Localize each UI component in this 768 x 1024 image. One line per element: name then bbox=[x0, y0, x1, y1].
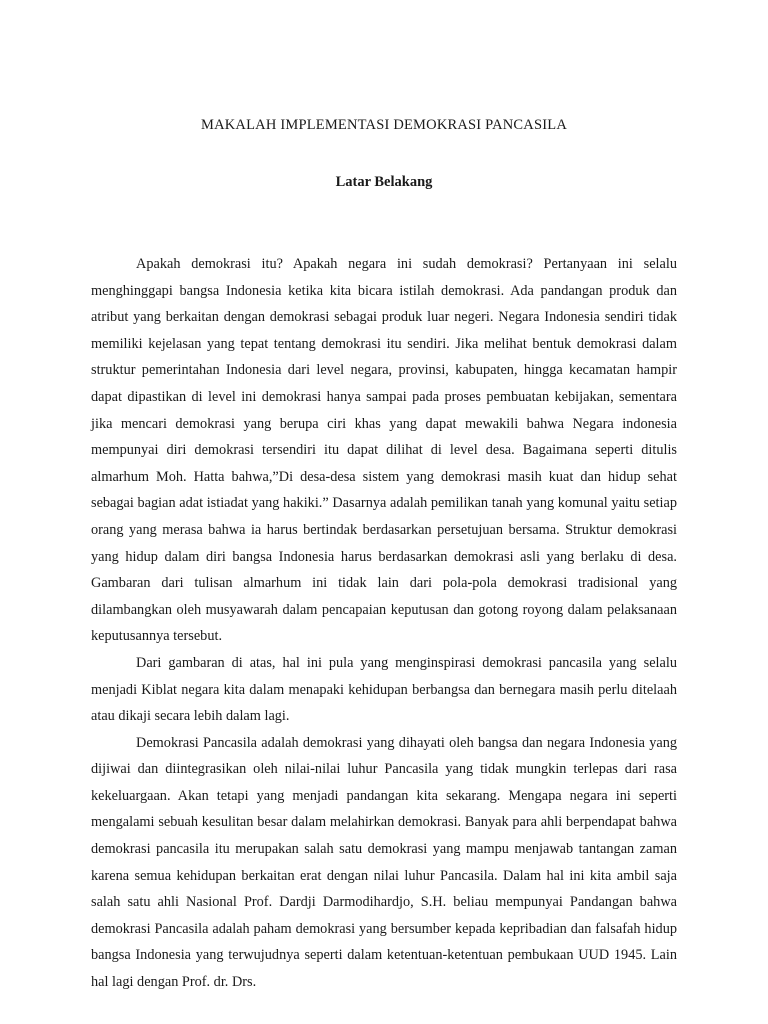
paragraph: Dari gambaran di atas, hal ini pula yang menginspirasi demokrasi pancasila yang selalu menjadi Kiblat negara kita dalam menapaki kehidupan berbangsa dan bernegara masih perlu ditelaah atau dikaji secara lebih dalam lagi. bbox=[91, 654, 677, 725]
paragraph: Demokrasi Pancasila adalah demokrasi yang dihayati oleh bangsa dan negara Indonesia yang dijiwai dan diintegrasikan oleh nilai-nilai luhur Pancasila yang tidak mungkin terlepas dari rasa kekeluargaan. Akan tetapi yang menjadi pandangan kita sekarang. Mengapa negara ini seperti mengalami sebuah kesulitan besar dalam melahirkan demokrasi. Banyak para ahli berpendapat bahwa demokrasi pancasila itu merupakan salah satu demokrasi yang mampu menjawab tantangan zaman karena semua kehidupan berkaitan erat dengan nilai luhur Pancasila. Dalam hal ini kita ambil saja salah satu ahli Nasional Prof. Dardji Darmodihardjo, S.H. beliau mempunyai Pandangan bahwa demokrasi Pancasila adalah paham demokrasi yang bersumber kepada kepribadian dan falsafah hidup bangsa Indonesia yang terwujudnya seperti dalam ketentuan-ketentuan pembukaan UUD 1945. Lain hal lagi dengan Prof. dr. Drs. bbox=[91, 734, 677, 991]
paragraph: Apakah demokrasi itu? Apakah negara ini sudah demokrasi? Pertanyaan ini selalu menghinggapi bangsa Indonesia ketika kita bicara istilah demokrasi. Ada pandangan produk dan atribut yang berkaitan dengan demokrasi sebagai produk luar negeri. Negara Indonesia sendiri tidak memiliki kejelasan yang tepat tentang demokrasi itu sendiri. Jika melihat bentuk demokrasi dalam struktur pemerintahan Indonesia dari level negara, provinsi, kabupaten, hingga kecamatan hampir dapat dipastikan di level ini demokrasi hanya sampai pada proses pembuatan kebijakan, sementara jika mencari demokrasi yang berupa ciri khas yang dapat mewakili bahwa Negara indonesia mempunyai diri demokrasi tersendiri itu dapat dilihat di level desa. Bagaimana seperti ditulis almarhum Moh. Hatta bahwa,”Di desa-desa sistem yang demokrasi masih kuat dan hidup sehat sebagai bagian adat istiadat yang hakiki.” Dasarnya adalah pemilikan tanah yang komunal yaitu setiap orang yang merasa bahwa ia harus bertindak berdasarkan persetujuan bersama. Struktur demokrasi yang hidup dalam diri bangsa Indonesia harus berdasarkan demokrasi asli yang berlaku di desa. Gambaran dari tulisan almarhum ini tidak lain dari pola-pola demokrasi tradisional yang dilambangkan oleh musyawarah dalam pencapaian keputusan dan gotong royong dalam pelaksanaan keputusannya tersebut. bbox=[91, 256, 677, 645]
section-heading: Latar Belakang bbox=[335, 174, 433, 190]
document-title: MAKALAH IMPLEMENTASI DEMOKRASI PANCASILA bbox=[200, 117, 567, 133]
document-body bbox=[91, 251, 677, 996]
